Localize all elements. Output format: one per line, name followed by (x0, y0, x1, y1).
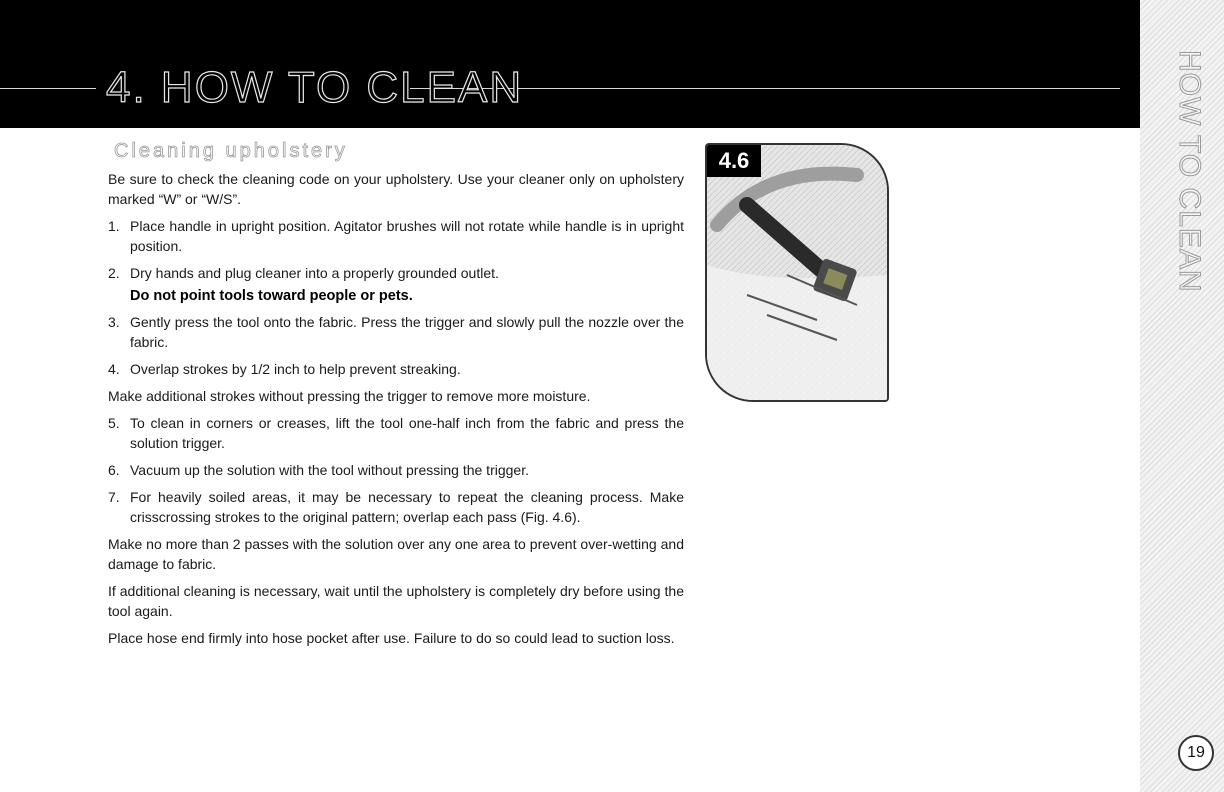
page-title: 4. HOW TO CLEAN (106, 63, 524, 112)
note-additional-strokes: Make additional strokes without pressing the trigger to remove more moisture. (108, 388, 591, 404)
page-number: 19 (1178, 735, 1214, 771)
step-1 (108, 216, 684, 256)
note-dry: If additional cleaning is necessary, wait until the upholstery is completely dry before using the tool again. (108, 583, 684, 619)
safety-warning: Do not point tools toward people or pets. (130, 288, 413, 304)
figure-4-6 (705, 143, 889, 402)
step-number: 3. (108, 314, 120, 330)
figure-label: 4.6 (707, 145, 761, 177)
step-5 (108, 413, 684, 453)
step-6 (108, 460, 684, 480)
step-number: 6. (108, 462, 120, 478)
step-3 (108, 312, 684, 352)
step-text: Dry hands and plug cleaner into a properly grounded outlet. (130, 265, 499, 281)
main-content (108, 140, 684, 655)
step-text: Place handle in upright position. Agitator brushes will not rotate while handle is in upright position. (130, 218, 684, 254)
intro-paragraph: Be sure to check the cleaning code on your upholstery. Use your cleaner only on upholstery marked “W” or “W/S”. (108, 171, 684, 207)
section-title: Cleaning upholstery (114, 140, 348, 162)
step-text: For heavily soiled areas, it may be necessary to repeat the cleaning process. Make crisscrossing strokes to the original pattern; overlap each pass (Fig. 4.6). (130, 489, 684, 525)
step-7 (108, 487, 684, 527)
step-number: 5. (108, 415, 120, 431)
header-rule-left (0, 88, 96, 89)
note-hose: Place hose end firmly into hose pocket after use. Failure to do so could lead to suction loss. (108, 630, 675, 646)
step-text: Vacuum up the solution with the tool without pressing the trigger. (130, 462, 529, 478)
side-tab-label: HOW TO CLEAN (1173, 50, 1206, 293)
step-number: 2. (108, 265, 120, 281)
step-2 (108, 263, 684, 283)
upholstery-tool-illustration (707, 145, 887, 400)
step-number: 4. (108, 361, 120, 377)
note-passes: Make no more than 2 passes with the solution over any one area to prevent over-wetting and damage to fabric. (108, 536, 684, 572)
step-text: Overlap strokes by 1/2 inch to help prevent streaking. (130, 361, 461, 377)
step-4 (108, 359, 684, 379)
step-number: 7. (108, 489, 120, 505)
step-text: To clean in corners or creases, lift the tool one-half inch from the fabric and press the solution trigger. (130, 415, 684, 451)
step-text: Gently press the tool onto the fabric. Press the trigger and slowly pull the nozzle over the fabric. (130, 314, 684, 350)
step-number: 1. (108, 218, 120, 234)
